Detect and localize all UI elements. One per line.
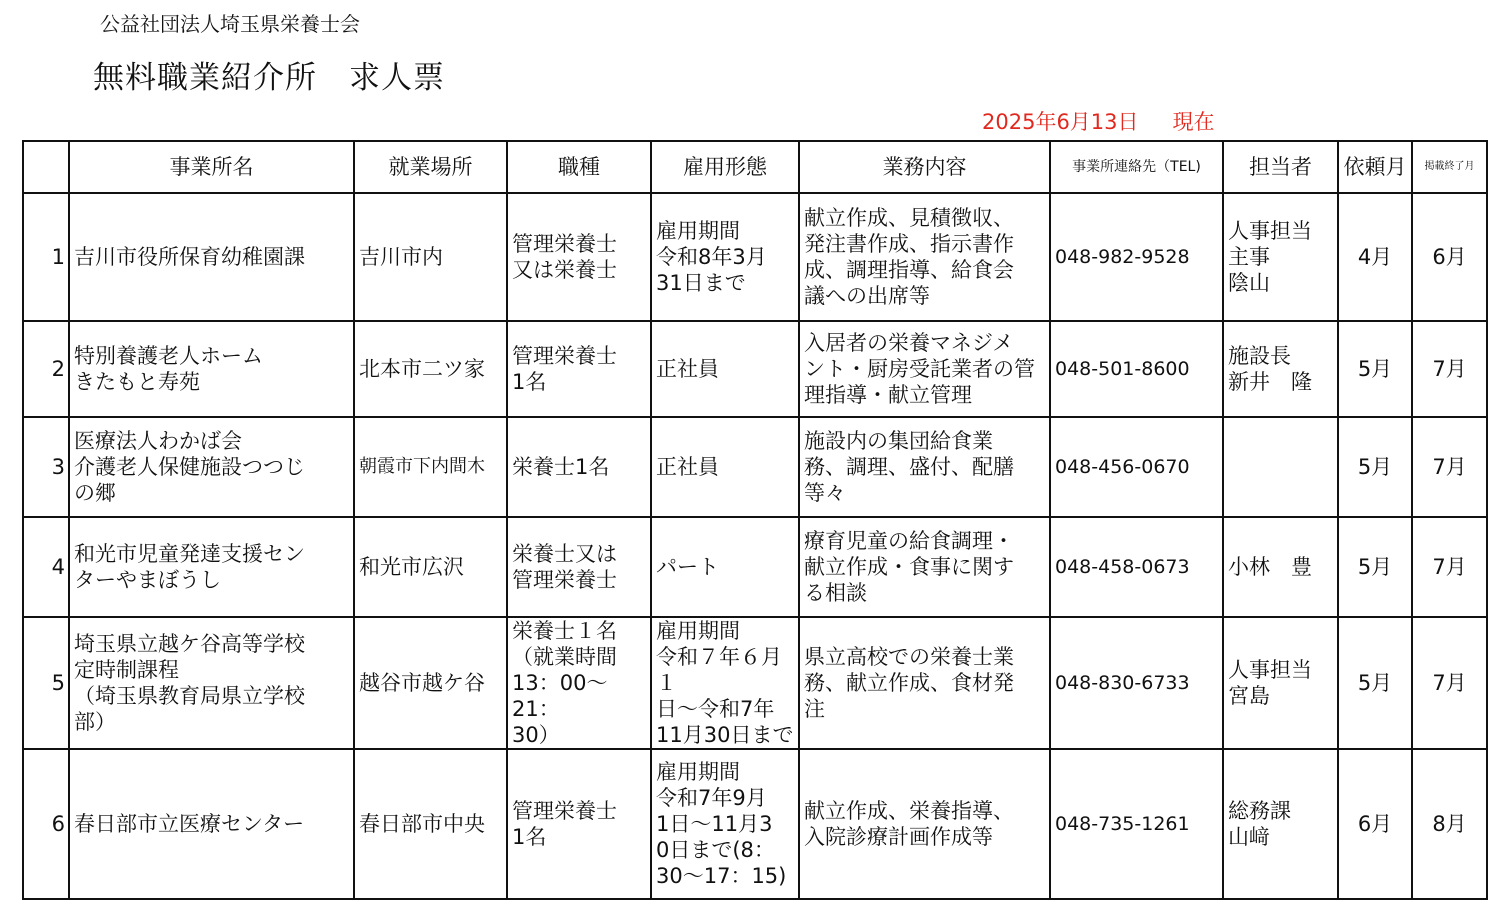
- job-listing-table: [22, 140, 1488, 900]
- job-duties: 献立作成、栄養指導、 入院診療計画作成等: [799, 749, 1050, 899]
- job-type: 栄養士1名: [507, 417, 651, 517]
- col-header-end-month: 掲載終了月: [1412, 141, 1487, 193]
- contact-person: 人事担当 宮島: [1223, 617, 1338, 749]
- company-name: 医療法人わかば会 介護老人保健施設つつじ の郷: [69, 417, 354, 517]
- contact-person: 人事担当 主事 陰山: [1223, 193, 1338, 321]
- employment-type: 雇用期間 令和７年６月１ 日～令和7年 11月30日まで: [651, 617, 799, 749]
- col-header-employment: 雇用形態: [651, 141, 799, 193]
- col-header-job: 職種: [507, 141, 651, 193]
- work-location: 春日部市中央: [354, 749, 507, 899]
- job-type: 栄養士１名 （就業時間 13：00～21： 30）: [507, 617, 651, 749]
- end-month: 7月: [1412, 617, 1487, 749]
- table-row: [23, 517, 1487, 617]
- col-header-no: [23, 141, 69, 193]
- organization-name: 公益社団法人埼玉県栄養士会: [100, 12, 360, 36]
- page-title: 無料職業紹介所 求人票: [93, 60, 445, 96]
- end-month: 7月: [1412, 321, 1487, 417]
- employment-type: 雇用期間 令和8年3月 31日まで: [651, 193, 799, 321]
- col-header-tel: 事業所連絡先（TEL): [1050, 141, 1223, 193]
- employment-type: 雇用期間 令和7年9月 1日～11月3 0日まで(8： 30～17：15): [651, 749, 799, 899]
- date-value: 2025年6月13日: [982, 110, 1139, 134]
- work-location: 朝霞市下内間木: [354, 417, 507, 517]
- table-row: [23, 617, 1487, 749]
- table-row: [23, 417, 1487, 517]
- company-name: 春日部市立医療センター: [69, 749, 354, 899]
- work-location: 越谷市越ケ谷: [354, 617, 507, 749]
- request-month: 5月: [1338, 517, 1412, 617]
- row-number: 2: [23, 321, 69, 417]
- employment-type: パート: [651, 517, 799, 617]
- col-header-duties: 業務内容: [799, 141, 1050, 193]
- header-row: [23, 141, 1487, 193]
- request-month: 6月: [1338, 749, 1412, 899]
- request-month: 4月: [1338, 193, 1412, 321]
- contact-person: 施設長 新井 隆: [1223, 321, 1338, 417]
- col-header-contact: 担当者: [1223, 141, 1338, 193]
- col-header-location: 就業場所: [354, 141, 507, 193]
- table-row: [23, 749, 1487, 899]
- row-number: 1: [23, 193, 69, 321]
- col-header-company: 事業所名: [69, 141, 354, 193]
- job-duties: 県立高校での栄養士業 務、献立作成、食材発 注: [799, 617, 1050, 749]
- end-month: 7月: [1412, 517, 1487, 617]
- job-duties: 入居者の栄養マネジメ ント・厨房受託業者の管 理指導・献立管理: [799, 321, 1050, 417]
- col-header-request-month: 依頼月: [1338, 141, 1412, 193]
- work-location: 吉川市内: [354, 193, 507, 321]
- contact-tel: 048-982-9528: [1050, 193, 1223, 321]
- end-month: 7月: [1412, 417, 1487, 517]
- employment-type: 正社員: [651, 321, 799, 417]
- contact-tel: 048-458-0673: [1050, 517, 1223, 617]
- row-number: 3: [23, 417, 69, 517]
- row-number: 6: [23, 749, 69, 899]
- contact-tel: 048-456-0670: [1050, 417, 1223, 517]
- company-name: 特別養護老人ホーム きたもと寿苑: [69, 321, 354, 417]
- contact-tel: 048-830-6733: [1050, 617, 1223, 749]
- contact-tel: 048-735-1261: [1050, 749, 1223, 899]
- job-duties: 施設内の集団給食業 務、調理、盛付、配膳 等々: [799, 417, 1050, 517]
- job-type: 管理栄養士 又は栄養士: [507, 193, 651, 321]
- job-duties: 療育児童の給食調理・ 献立作成・食事に関す る相談: [799, 517, 1050, 617]
- company-name: 埼玉県立越ケ谷高等学校 定時制課程 （埼玉県教育局県立学校 部）: [69, 617, 354, 749]
- end-month: 8月: [1412, 749, 1487, 899]
- request-month: 5月: [1338, 321, 1412, 417]
- company-name: 吉川市役所保育幼稚園課: [69, 193, 354, 321]
- company-name: 和光市児童発達支援セン ターやまぼうし: [69, 517, 354, 617]
- row-number: 4: [23, 517, 69, 617]
- request-month: 5月: [1338, 417, 1412, 517]
- table-row: [23, 193, 1487, 321]
- work-location: 和光市広沢: [354, 517, 507, 617]
- end-month: 6月: [1412, 193, 1487, 321]
- employment-type: 正社員: [651, 417, 799, 517]
- request-month: 5月: [1338, 617, 1412, 749]
- contact-tel: 048-501-8600: [1050, 321, 1223, 417]
- row-number: 5: [23, 617, 69, 749]
- contact-person: 総務課 山﨑: [1223, 749, 1338, 899]
- job-type: 管理栄養士 1名: [507, 749, 651, 899]
- as-of-date: [982, 106, 1215, 136]
- date-suffix: 現在: [1172, 110, 1215, 134]
- job-duties: 献立作成、見積徴収、 発注書作成、指示書作 成、調理指導、給食会 議への出席等: [799, 193, 1050, 321]
- contact-person: 小林 豊: [1223, 517, 1338, 617]
- job-type: 栄養士又は 管理栄養士: [507, 517, 651, 617]
- work-location: 北本市二ツ家: [354, 321, 507, 417]
- contact-person: [1223, 417, 1338, 517]
- job-type: 管理栄養士 1名: [507, 321, 651, 417]
- table-row: [23, 321, 1487, 417]
